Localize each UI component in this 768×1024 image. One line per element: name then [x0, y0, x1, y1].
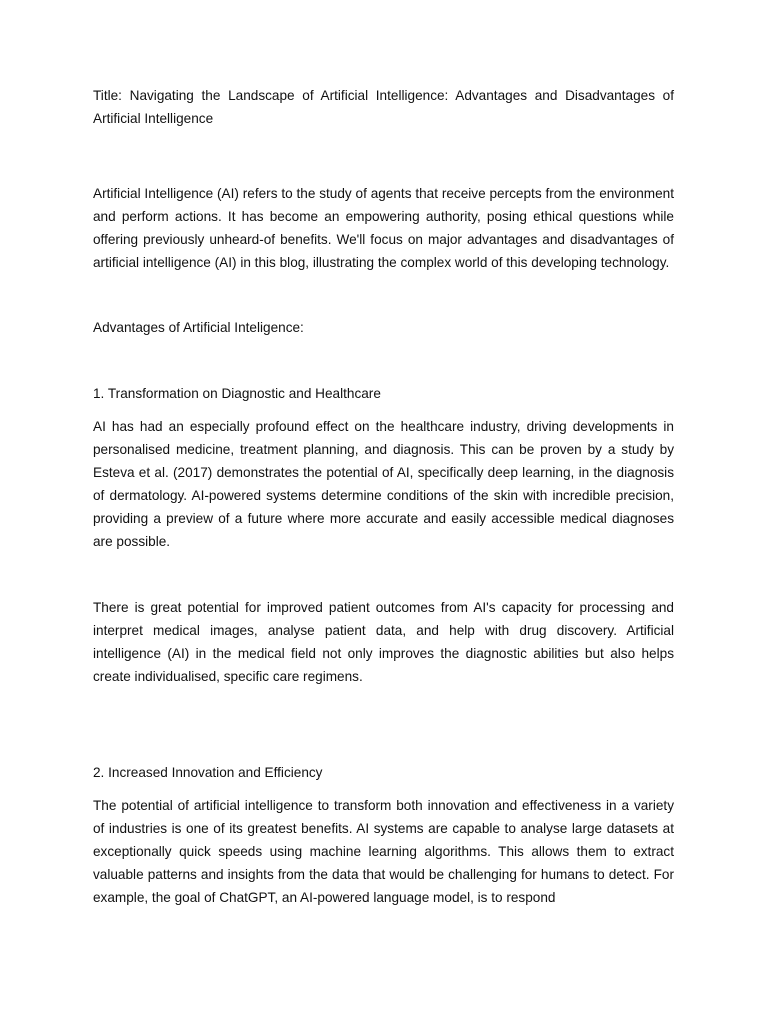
document-page: [93, 84, 674, 909]
healthcare-paragraph-1: AI has had an especially profound effect on the healthcare industry, driving developments in personalised medicine, treatment planning, and diagnosis. This can be proven by a study by Esteva et al. (2017) demonstrates the potential of AI, specifically deep learning, in the diagnosis of dermatology. AI-powered systems determine conditions of the skin with incredible precision, providing a preview of a future where more accurate and easily accessible medical diagnoses are possible.: [93, 419, 674, 549]
innovation-paragraph-1: The potential of artificial intelligence to transform both innovation and effectiveness in a variety of industries is one of its greatest benefits. AI systems are capable to analyse large datasets at exceptionally quick speeds using machine learning algorithms. This allows them to extract valuable patterns and insights from the data that would be challenging for humans to detect. For example, the goal of ChatGPT, an AI-powered language model, is to respond: [93, 798, 674, 905]
intro-paragraph: Artificial Intelligence (AI) refers to the study of agents that receive percepts from the environment and perform actions. It has become an empowering authority, posing ethical questions while offering previously unheard-of benefits. We'll focus on major advantages and disadvantages of artificial intelligence (AI) in this blog, illustrating the complex world of this developing technology.: [93, 186, 674, 270]
document-title: Title: Navigating the Landscape of Artificial Intelligence: Advantages and Disadvantages of Artificial Intelligence: [93, 88, 674, 126]
healthcare-paragraph-2: There is great potential for improved patient outcomes from AI's capacity for processing and interpret medical images, analyse patient data, and help with drug discovery. Artificial intelligence (AI) in the medical field not only improves the diagnostic abilities but also helps create individualised, specific care regimens.: [93, 600, 674, 684]
section-heading-healthcare: 1. Transformation on Diagnostic and Healthcare: [93, 386, 381, 401]
section-heading-innovation: 2. Increased Innovation and Efficiency: [93, 765, 323, 780]
advantages-heading: Advantages of Artificial Inteligence:: [93, 320, 304, 335]
